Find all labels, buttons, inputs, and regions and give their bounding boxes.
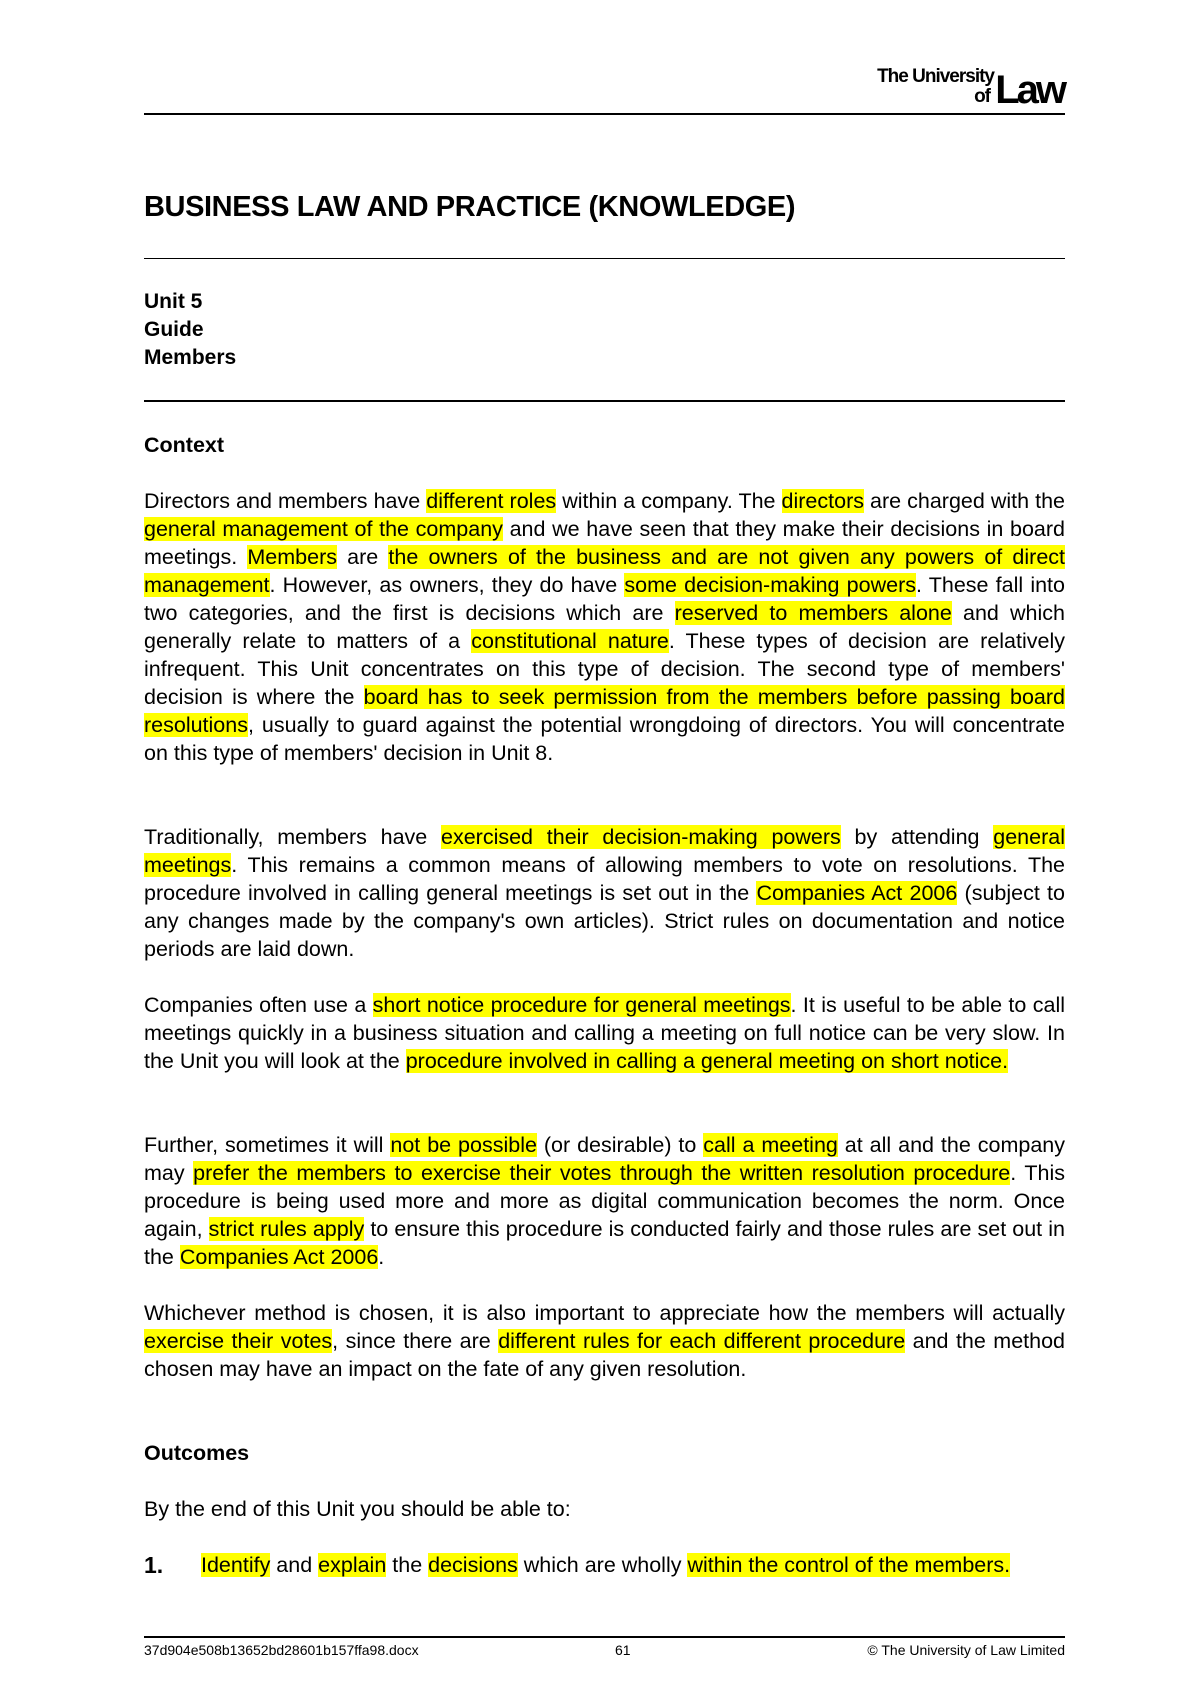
text-run: . It is useful to be able to call meetings quickly in a business situation and calling a meeting on full notice can be very slow. In the Unit you will look at the — [144, 993, 1065, 1073]
text-run: Further, sometimes it will — [144, 1133, 391, 1157]
text-run: Companies often use a — [144, 993, 373, 1017]
footer-filename: 37d904e508b13652bd28601b157ffa98.docx — [144, 1642, 419, 1658]
highlighted-text: Members — [247, 545, 337, 569]
unit-type: Guide — [144, 318, 204, 341]
text-run: . These fall into two categories, and the first is decisions which are — [144, 573, 1065, 625]
document-title: BUSINESS LAW AND PRACTICE (KNOWLEDGE) — [144, 191, 796, 223]
text-run: and the method chosen may have an impact on the fate of any given resolution. — [144, 1329, 1066, 1381]
text-run: , usually to guard against the potential wrongdoing of directors. You will concentrate on this type of members' decision in Unit 8. — [144, 713, 1065, 765]
highlighted-text: Companies Act 2006 — [179, 1245, 379, 1269]
context-paragraph — [144, 487, 1065, 767]
highlighted-text: short notice procedure for general meetings — [372, 993, 791, 1017]
header-divider — [144, 113, 1065, 115]
highlighted-text: different roles — [426, 489, 557, 513]
text-run: and we have seen that they make their decisions in board meetings. — [144, 517, 1065, 569]
highlighted-text: general management of the company — [144, 517, 503, 541]
context-paragraph — [144, 991, 1065, 1075]
unit-info — [144, 288, 236, 372]
text-run: Directors and members have — [144, 489, 427, 513]
highlighted-text: general meetings — [144, 825, 1065, 877]
text-run: . These types of decision are relatively infrequent. This Unit concentrates on this type of decision. The second type of members' decision is where the — [144, 629, 1065, 709]
context-heading: Context — [144, 433, 225, 457]
outcome-text — [201, 1551, 1065, 1579]
outcome-list-item — [144, 1551, 1065, 1579]
text-run: the — [386, 1553, 429, 1577]
highlighted-text: reserved to members alone — [674, 601, 952, 625]
text-run: to ensure this procedure is conducted fairly and those rules are set out in the — [144, 1217, 1065, 1269]
footer-copyright: © The University of Law Limited — [867, 1642, 1065, 1658]
highlighted-text: constitutional nature — [471, 629, 669, 653]
text-run: (subject to any changes made by the company's own articles). Strict rules on documentation and notice periods are laid down. — [144, 881, 1065, 961]
logo-line1: The University — [877, 66, 994, 87]
highlighted-text: call a meeting — [703, 1133, 838, 1157]
outcomes-intro: By the end of this Unit you should be able to: — [144, 1497, 571, 1521]
highlighted-text: directors — [781, 489, 864, 513]
highlighted-text: Identify — [201, 1553, 271, 1577]
text-run: , since there are — [332, 1329, 499, 1353]
highlighted-text: within the control of the members. — [687, 1553, 1011, 1577]
outcomes-heading: Outcomes — [144, 1441, 250, 1465]
highlighted-text: the owners of the business and are not given any powers of direct management — [144, 545, 1066, 597]
text-run: at all and the company may — [144, 1133, 1065, 1185]
logo-line2: of — [974, 86, 990, 107]
highlighted-text: board has to seek permission from the members before passing board resolutions — [144, 685, 1066, 737]
text-run: Whichever method is chosen, it is also important to appreciate how the members will actually — [144, 1301, 1065, 1325]
text-run: and — [270, 1553, 319, 1577]
highlighted-text: exercised their decision-making powers — [441, 825, 841, 849]
text-run: Traditionally, members have — [144, 825, 441, 849]
highlighted-text: different rules for each different procedure — [498, 1329, 906, 1353]
highlighted-text: some decision-making powers — [624, 573, 916, 597]
highlighted-text: explain — [318, 1553, 387, 1577]
highlighted-text: prefer the members to exercise their votes through the written resolution procedure — [193, 1161, 1011, 1185]
logo-line3: Law — [995, 68, 1064, 112]
outcome-number: 1. — [144, 1552, 164, 1578]
text-run: within a company. The — [556, 489, 782, 513]
highlighted-text: not be possible — [390, 1133, 537, 1157]
highlighted-text: decisions — [428, 1553, 518, 1577]
unit-number: Unit 5 — [144, 290, 203, 313]
university-of-law-logo — [844, 64, 1064, 110]
highlighted-text: strict rules apply — [208, 1217, 365, 1241]
footer-page-number: 61 — [615, 1642, 631, 1658]
text-run: which are wholly — [517, 1553, 688, 1577]
unit-divider — [144, 400, 1065, 402]
context-paragraph — [144, 1131, 1065, 1271]
highlighted-text: procedure involved in calling a general meeting on short notice. — [405, 1049, 1009, 1073]
text-run: . However, as owners, they do have — [269, 573, 625, 597]
text-run: . — [378, 1245, 385, 1269]
text-run: by attending — [840, 825, 994, 849]
context-paragraph — [144, 823, 1065, 963]
highlighted-text: exercise their votes — [144, 1329, 333, 1353]
text-run: . This remains a common means of allowing members to vote on resolutions. The procedure involved in calling general meetings is set out in the — [144, 853, 1065, 905]
highlighted-text: Companies Act 2006 — [756, 881, 958, 905]
unit-name: Members — [144, 346, 237, 369]
title-divider — [144, 258, 1065, 259]
text-run: (or desirable) to — [536, 1133, 704, 1157]
text-run: . This procedure is being used more and more as digital communication becomes the norm. Once again, — [144, 1161, 1065, 1241]
text-run: and which generally relate to matters of a — [144, 601, 1065, 653]
text-run: are — [337, 545, 389, 569]
text-run: are charged with the — [863, 489, 1065, 513]
context-paragraph — [144, 1299, 1065, 1383]
footer-divider — [144, 1636, 1065, 1638]
